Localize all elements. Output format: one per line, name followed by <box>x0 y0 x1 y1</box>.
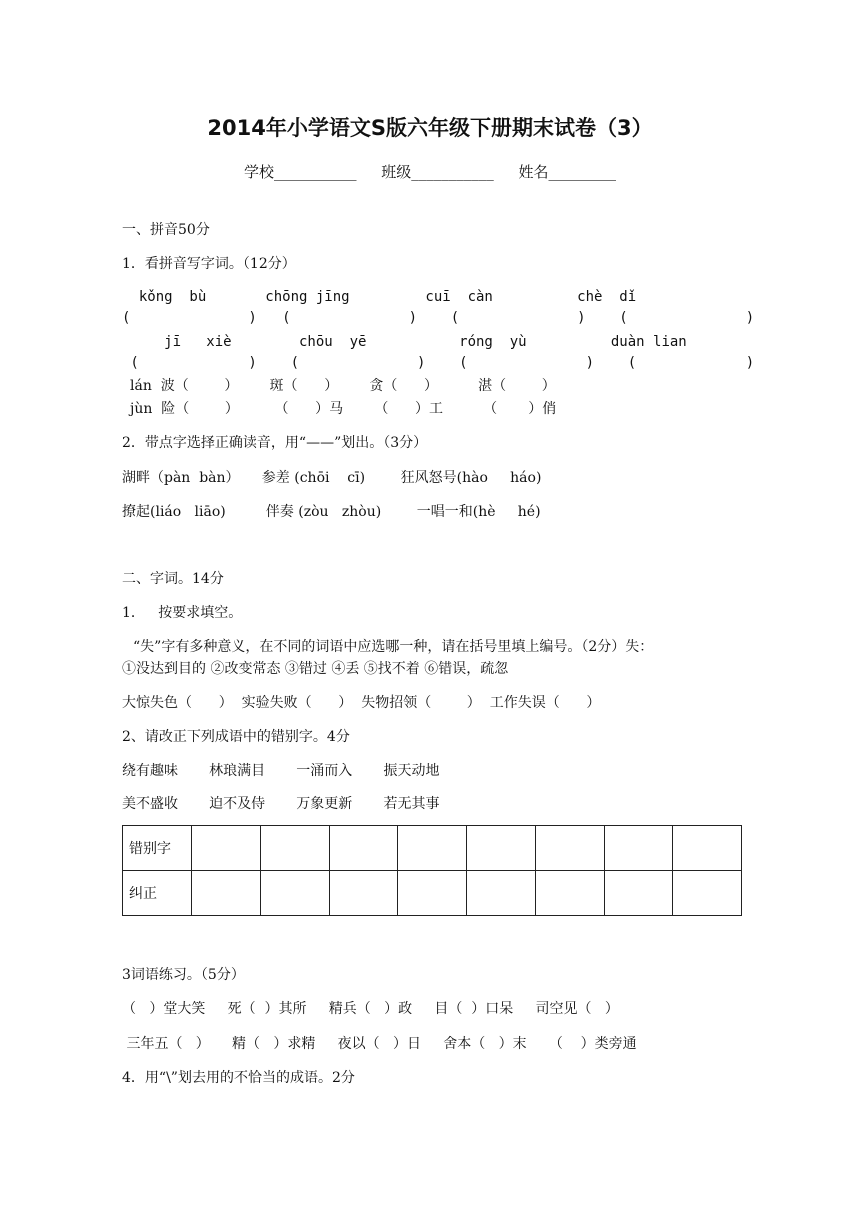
page-title: 2014年小学语文S版六年级下册期末试卷（3） <box>207 116 653 140</box>
reading-choice-line-1[interactable]: 湖畔（pàn bàn） 参差 (chōi cī) 狂风怒号(hào háo) <box>122 470 542 486</box>
section-1-heading: 一、拼音50分 <box>122 222 210 238</box>
table-cell[interactable] <box>329 871 398 916</box>
char-fill-row-1[interactable]: lán 波（ ） 斑（ ） 贪（ ） 湛（ ） <box>130 378 556 394</box>
word-practice-line-1[interactable]: （ ）堂大笑 死（ ）其所 精兵（ ）政 目（ ）口呆 司空见（ ） <box>122 1001 619 1017</box>
shi-meaning-instructions: “失”字有多种意义，在不同的词语中应选哪一种，请在括号里填上编号。（2分）失： <box>133 639 654 655</box>
idioms-line-2: 美不盛收 迫不及侍 万象更新 若无其事 <box>122 796 440 812</box>
question-4-title: 4．用“\”划去用的不恰当的成语。2分 <box>122 1070 355 1086</box>
section-2-heading: 二、字词。14分 <box>122 571 224 587</box>
question-3-title: 3词语练习。（5分） <box>122 967 245 983</box>
char-fill-row-2[interactable]: jùn 险（ ） （ ）马 （ ）工 （ ）俏 <box>130 401 557 417</box>
table-row <box>123 871 742 916</box>
table-cell[interactable] <box>192 826 261 871</box>
answer-parens-row-1[interactable]: ( ) ( ) ( ) ( ) <box>122 310 755 326</box>
name-field[interactable]: 姓名_________ <box>518 163 617 181</box>
class-field[interactable]: 班级___________ <box>381 163 494 181</box>
table-cell[interactable] <box>535 826 604 871</box>
correction-table <box>122 825 742 916</box>
table-row <box>123 826 742 871</box>
table-cell[interactable] <box>260 826 329 871</box>
pinyin-row-2: jī xiè chōu yē róng yù duàn lian <box>122 334 687 350</box>
school-field[interactable]: 学校___________ <box>243 163 357 181</box>
table-cell[interactable] <box>329 826 398 871</box>
word-practice-line-2[interactable]: 三年五（ ） 精（ ）求精 夜以（ ）日 舍本（ ）末 （ ）类旁通 <box>122 1036 637 1052</box>
table-cell[interactable] <box>467 826 536 871</box>
table-cell[interactable] <box>398 871 467 916</box>
table-cell[interactable] <box>673 871 742 916</box>
pinyin-row-1: kǒng bù chōng jīng cuī càn chè dǐ <box>122 289 637 305</box>
section-2-q1-title: 1． 按要求填空。 <box>122 605 243 621</box>
table-cell[interactable] <box>535 871 604 916</box>
table-cell[interactable] <box>260 871 329 916</box>
table-cell[interactable] <box>673 826 742 871</box>
table-cell[interactable] <box>398 826 467 871</box>
idioms-line-1: 绕有趣味 林琅满目 一涌而入 振天动地 <box>122 763 440 779</box>
reading-choice-line-2[interactable]: 撩起(liáo liāo) 伴奏 (zòu zhòu) 一唱一和(hè hé) <box>122 504 541 520</box>
shi-meaning-options: ①没达到目的 ②改变常态 ③错过 ④丢 ⑤找不着 ⑥错误，疏忽 <box>122 661 509 677</box>
table-cell[interactable] <box>604 826 673 871</box>
section-2-q2-title: 2、请改正下列成语中的错别字。4分 <box>122 729 350 745</box>
table-cell[interactable] <box>192 871 261 916</box>
question-1-title: 1．看拼音写字词。（12分） <box>122 256 296 272</box>
shi-meaning-fill[interactable]: 大惊失色（ ） 实验失败（ ） 失物招领（ ） 工作失误（ ） <box>122 695 601 711</box>
answer-parens-row-2[interactable]: ( ) ( ) ( ) ( ) <box>122 355 755 371</box>
correction-label: 纠正 <box>123 871 192 916</box>
table-cell[interactable] <box>604 871 673 916</box>
wrong-char-label: 错别字 <box>123 826 192 871</box>
table-cell[interactable] <box>467 871 536 916</box>
student-info <box>0 162 860 182</box>
question-2-title: 2．带点字选择正确读音，用“——”划出。（3分） <box>122 435 428 451</box>
